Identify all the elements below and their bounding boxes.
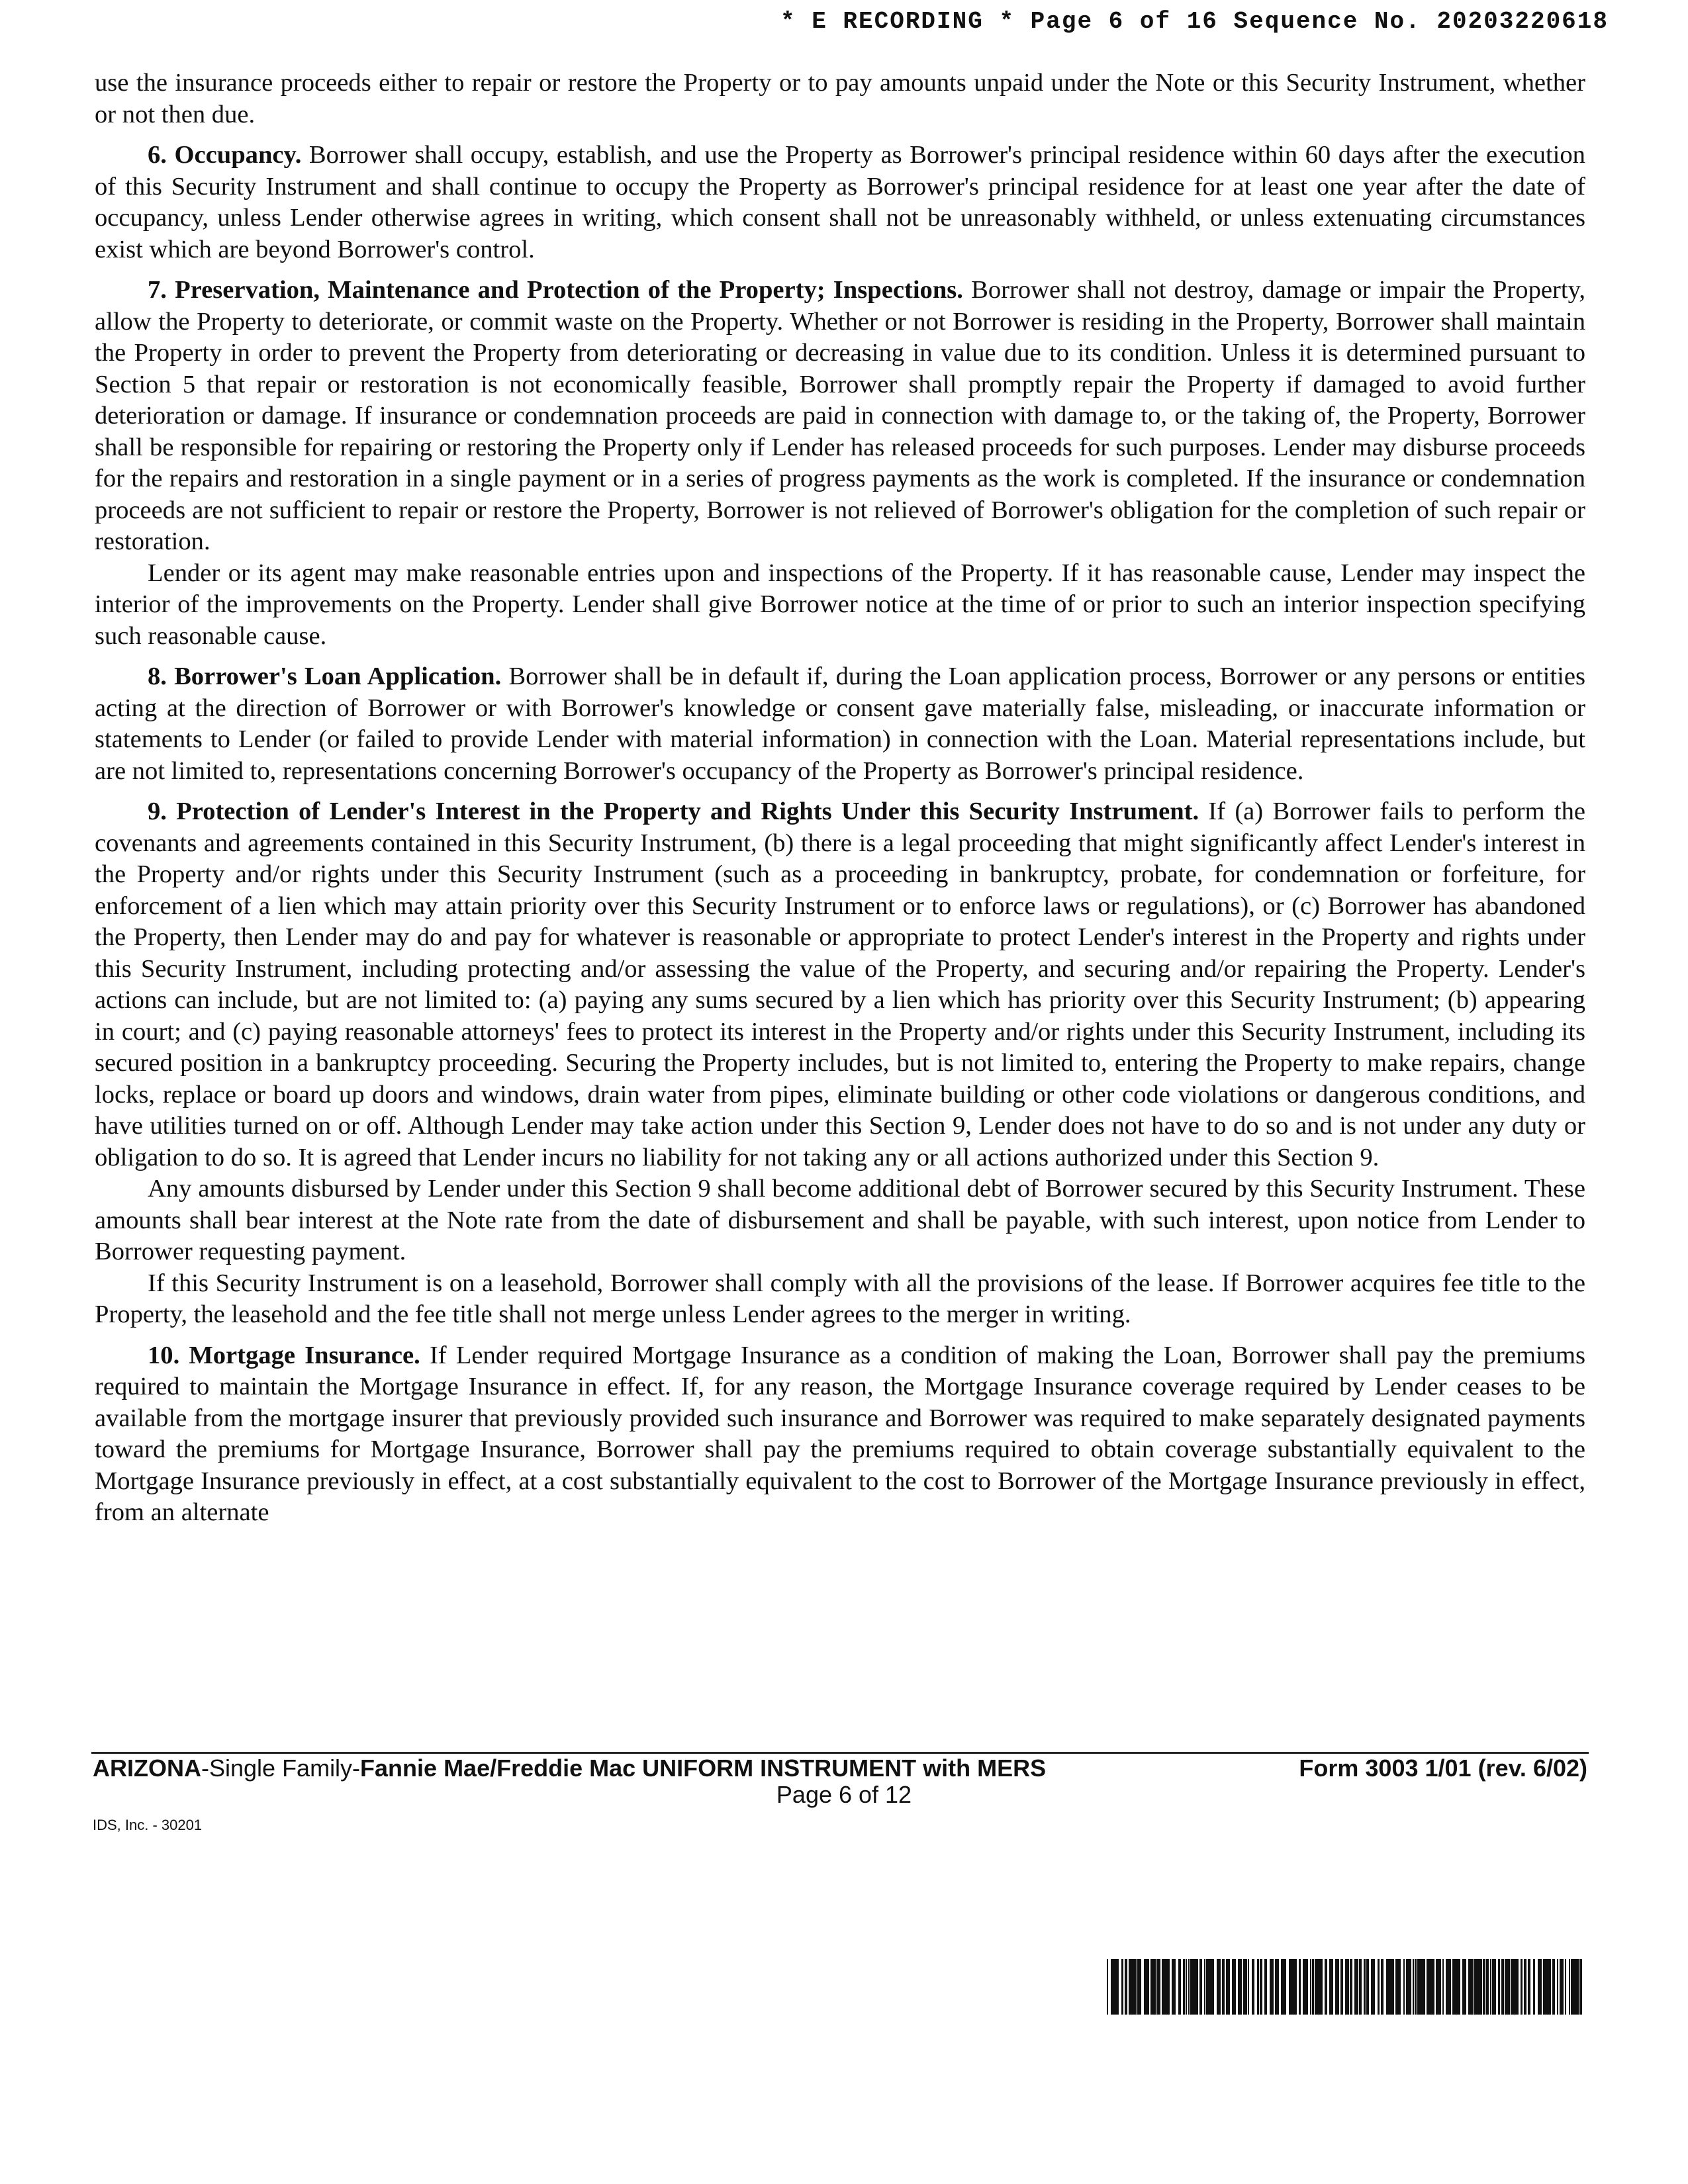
continuation-paragraph: use the insurance proceeds either to repair or restore the Property or to pay amounts unpaid under the Note or this Security Instrument, whether or not then due. bbox=[95, 69, 1585, 128]
document-body bbox=[95, 68, 1585, 1529]
section-6-text: Borrower shall occupy, establish, and use the Property as Borrower's principal residence within 60 days after the execution of this Security Instrument and shall continue to occupy the Property as Borrower's principal residence for at least one year after the date of occupancy, unless Lender otherwise agrees in writing, which consent shall not be unreasonably withheld, or unless extenuating circumstances exist which are beyond Borrower's control. bbox=[95, 141, 1585, 263]
footer-family: -Single Family- bbox=[201, 1754, 361, 1782]
footer-state: ARIZONA bbox=[93, 1754, 201, 1782]
section-7-text: Borrower shall not destroy, damage or impair the Property, allow the Property to deteriorate, or commit waste on the Property. Whether or not Borrower is residing in the Property, Borrower shall maintain the Property in order to prevent the Property from deteriorating or decreasing in value due to its condition. Unless it is determined pursuant to Section 5 that repair or restoration is not economically feasible, Borrower shall promptly repair the Property if damaged to avoid further deterioration or damage. If insurance or condemnation proceeds are paid in connection with damage to, or the taking of, the Property, Borrower shall be responsible for repairing or restoring the Property only if Lender has released proceeds for such purposes. Lender may disburse proceeds for the repairs and restoration in a single payment or in a series of progress payments as the work is completed. If the insurance or condemnation proceeds are not sufficient to repair or restore the Property, Borrower is not relieved of Borrower's obligation for the completion of such repair or restoration. bbox=[95, 276, 1585, 555]
section-7-paragraph-2: Lender or its agent may make reasonable entries upon and inspections of the Property. If it has reasonable cause, Lender may inspect the interior of the improvements on the Property. Lender shall give Borrower notice at the time of or prior to such an interior inspection specifying such reasonable cause. bbox=[95, 559, 1585, 650]
footer-ids-code: IDS, Inc. - 30201 bbox=[93, 1817, 203, 1833]
footer-instrument: Fannie Mae/Freddie Mac UNIFORM INSTRUMENT with MERS bbox=[360, 1754, 1047, 1782]
footer-page-number: Page 6 of 12 bbox=[776, 1781, 912, 1808]
section-9-heading: 9. Protection of Lender's Interest in the Property and Rights Under this Security Instrument. bbox=[148, 797, 1199, 825]
section-8-paragraph bbox=[95, 661, 1585, 787]
footer-form-number: Form 3003 1/01 (rev. 6/02) bbox=[1299, 1754, 1587, 1782]
footer-form-title bbox=[93, 1754, 1046, 1783]
section-6-heading: 6. Occupancy. bbox=[148, 141, 302, 169]
section-10-text: If Lender required Mortgage Insurance as a condition of making the Loan, Borrower shall pay the premiums required to maintain the Mortgage Insurance in effect. If, for any reason, the Mortgage Insurance coverage required by Lender ceases to be available from the mortgage insurer that previously provided such insurance and Borrower was required to make separately designated payments toward the premiums for Mortgage Insurance, Borrower shall pay the premiums required to obtain coverage substantially equivalent to the Mortgage Insurance previously in effect, at a cost substantially equivalent to the cost to Borrower of the Mortgage Insurance previously in effect, from an alternate bbox=[95, 1341, 1585, 1526]
section-7-heading: 7. Preservation, Maintenance and Protection of the Property; Inspections. bbox=[148, 276, 963, 304]
section-7-paragraph bbox=[95, 275, 1585, 558]
section-9-text: If (a) Borrower fails to perform the covenants and agreements contained in this Security Instrument, (b) there is a legal proceeding that might significantly affect Lender's interest in the Property and/or rights under this Security Instrument (such as a proceeding in bankruptcy, probate, for condemnation or forfeiture, for enforcement of a lien which may attain priority over this Security Instrument or to enforce laws or regulations), or (c) Borrower has abandoned the Property, then Lender may do and pay for whatever is reasonable or appropriate to protect Lender's interest in the Property and rights under this Security Instrument, including protecting and/or assessing the value of the Property, and securing and/or repairing the Property. Lender's actions can include, but are not limited to: (a) paying any sums secured by a lien which has priority over this Security Instrument; (b) appearing in court; and (c) paying reasonable attorneys' fees to protect its interest in the Property and/or rights under this Security Instrument, including its secured position in a bankruptcy proceeding. Securing the Property includes, but is not limited to, entering the Property to make repairs, change locks, replace or board up doors and windows, drain water from pipes, eliminate building or other code violations or dangerous conditions, and have utilities turned on or off. Although Lender may take action under this Section 9, Lender does not have to do so and is not under any duty or obligation to do so. It is agreed that Lender incurs no liability for not taking any or all actions authorized under this Section 9. bbox=[95, 797, 1585, 1171]
section-9-paragraph-2: Any amounts disbursed by Lender under this Section 9 shall become additional debt of Borrower secured by this Security Instrument. These amounts shall bear interest at the Note rate from the date of disbursement and shall be payable, with such interest, upon notice from Lender to Borrower requesting payment. bbox=[95, 1175, 1585, 1265]
section-9-paragraph-3: If this Security Instrument is on a leasehold, Borrower shall comply with all the provisions of the lease. If Borrower acquires fee title to the Property, the leasehold and the fee title shall not merge unless Lender agrees to the merger in writing. bbox=[95, 1269, 1585, 1328]
barcode-graphic bbox=[1107, 1959, 1583, 2015]
section-8-text: Borrower shall be in default if, during the Loan application process, Borrower or any persons or entities acting at the direction of Borrower or with Borrower's knowledge or consent gave materially false, misleading, or inaccurate information or statements to Lender (or failed to provide Lender with material information) in connection with the Loan. Material representations include, but are not limited to, representations concerning Borrower's occupancy of the Property as Borrower's principal residence. bbox=[95, 662, 1585, 785]
section-6-paragraph bbox=[95, 140, 1585, 265]
recording-stamp: * E RECORDING * Page 6 of 16 Sequence No. 20203220618 bbox=[780, 8, 1609, 35]
section-10-paragraph bbox=[95, 1340, 1585, 1529]
section-10-heading: 10. Mortgage Insurance. bbox=[148, 1341, 420, 1369]
section-9-paragraph bbox=[95, 796, 1585, 1173]
section-8-heading: 8. Borrower's Loan Application. bbox=[148, 662, 502, 690]
